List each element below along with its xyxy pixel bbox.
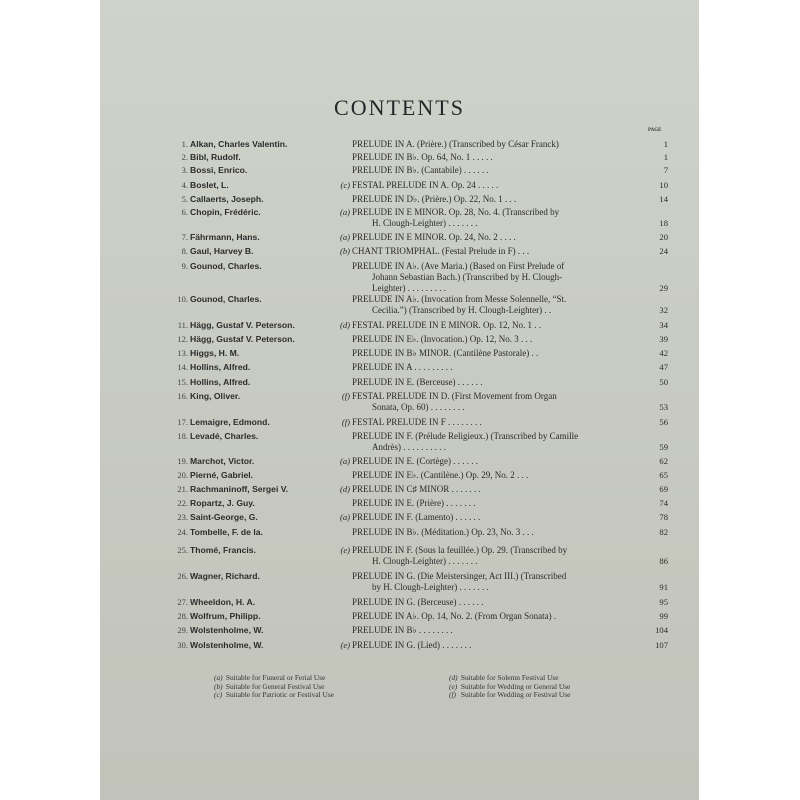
entry-composer: Hägg, Gustaf V. Peterson. <box>190 320 295 330</box>
entry-composer: Callaerts, Joseph. <box>190 194 264 204</box>
entry-usage-mark: (a) <box>339 207 350 217</box>
entry-composer: Rachmaninoff, Sergei V. <box>190 484 289 494</box>
entry-usage-mark: (e) <box>340 640 350 650</box>
entry-page-number: 99 <box>659 611 668 621</box>
entry-usage-mark: (b) <box>339 246 350 256</box>
entry-composer: Ropartz, J. Guy. <box>190 498 255 508</box>
entry-work-line: CHANT TRIOMPHAL. (Festal Prelude in F) . . . <box>352 246 530 256</box>
entry-composer: Alkan, Charles Valentin. <box>190 139 288 149</box>
entry-number: 6. <box>181 207 188 217</box>
entry-composer: Bibl, Rudolf. <box>190 152 241 162</box>
legend-text: Suitable for Patriotic or Festival Use <box>225 690 335 699</box>
entry-page-number: 69 <box>659 484 668 494</box>
entry-number: 15. <box>177 377 188 387</box>
entry-work-title <box>352 545 634 567</box>
entry-composer: Wolstenholme, W. <box>190 625 264 635</box>
entry-work-title <box>352 611 634 622</box>
entry-work-title <box>352 334 634 345</box>
entry-composer: Fährmann, Hans. <box>190 232 260 242</box>
entry-work-line: PRELUDE IN A♭. (Ave Maria.) (Based on First Prelude of <box>352 261 565 271</box>
entry-work-line: PRELUDE IN E. (Prière) . . . . . . . <box>352 498 476 508</box>
entry-page-number: 53 <box>659 402 668 412</box>
entry-page-number: 24 <box>659 246 668 256</box>
entry-work-title <box>352 152 634 163</box>
entry-composer: Wheeldon, H. A. <box>190 597 256 607</box>
entry-work-title <box>352 261 634 294</box>
entry-work-title <box>352 512 634 523</box>
entry-page-number: 104 <box>655 625 668 635</box>
entry-work-line: H. Clough-Leighter) . . . . . . . <box>372 556 478 566</box>
entry-work-title <box>352 571 634 593</box>
entry-page-number: 47 <box>659 362 668 372</box>
entry-work-line: PRELUDE IN F. (Lamento) . . . . . . <box>352 512 481 522</box>
entry-work-line: PRELUDE IN B♭. (Méditation.) Op. 23, No. 3 . . . <box>352 527 534 537</box>
entry-work-title <box>352 456 634 467</box>
entry-composer: Hollins, Alfred. <box>190 362 251 372</box>
entry-work-title <box>352 527 634 538</box>
legend-left <box>214 674 334 700</box>
legend-item <box>449 691 570 700</box>
entry-usage-mark: (d) <box>339 320 350 330</box>
entry-work-title <box>352 484 634 495</box>
entry-work-line: PRELUDE IN A . . . . . . . . . <box>352 362 453 372</box>
entry-usage-mark: (e) <box>340 545 350 555</box>
entry-usage-mark: (a) <box>339 456 350 466</box>
entry-composer: Bossi, Enrico. <box>190 165 248 175</box>
entry-usage-mark: (a) <box>339 232 350 242</box>
entry-number: 22. <box>177 498 188 508</box>
entry-number: 13. <box>177 348 188 358</box>
document-page <box>100 0 699 800</box>
entry-work-line: PRELUDE IN C♯ MINOR . . . . . . . <box>352 484 481 494</box>
entry-work-line: Cecilia.”) (Transcribed by H. Clough-Leighter) . . <box>372 305 552 315</box>
entry-usage-mark: (d) <box>339 484 350 494</box>
entry-work-line: FESTAL PRELUDE IN E MINOR. Op. 12, No. 1 . . <box>352 320 541 330</box>
entry-work-title <box>352 139 634 150</box>
entry-number: 28. <box>177 611 188 621</box>
entry-number: 19. <box>177 456 188 466</box>
entry-work-title <box>352 246 634 257</box>
entry-work-line: PRELUDE IN A♭. Op. 14, No. 2. (From Organ Sonata) . <box>352 611 557 621</box>
entry-number: 20. <box>177 470 188 480</box>
entry-work-line: PRELUDE IN B♭. Op. 64, No. 1 . . . . . <box>352 152 493 162</box>
entry-work-line: H. Clough-Leighter) . . . . . . . <box>372 218 478 228</box>
entry-work-line: PRELUDE IN E MINOR. Op. 24, No. 2 . . . . <box>352 232 516 242</box>
entry-page-number: 74 <box>659 498 668 508</box>
entry-usage-mark: (a) <box>339 512 350 522</box>
entry-work-line: PRELUDE IN E. (Cortège) . . . . . . <box>352 456 478 466</box>
entry-work-line: PRELUDE IN E MINOR. Op. 28, No. 4. (Transcribed by <box>352 207 560 217</box>
legend-text: Suitable for Wedding or General Use <box>460 681 571 691</box>
entry-page-number: 42 <box>659 348 668 358</box>
entry-composer: Higgs, H. M. <box>190 348 240 358</box>
entry-composer: Thomé, Francis. <box>190 545 256 555</box>
legend-text: Suitable for Wedding or Festival Use <box>460 690 571 699</box>
entry-work-title <box>352 431 634 453</box>
entry-number: 9. <box>181 261 188 271</box>
entry-composer: Wagner, Richard. <box>190 571 260 581</box>
entry-usage-mark: (f) <box>341 391 350 401</box>
entry-page-number: 91 <box>659 582 668 592</box>
entry-usage-mark: (c) <box>340 180 350 190</box>
entry-work-line: Andrès) . . . . . . . . . . <box>372 442 446 452</box>
entry-work-line: Leighter) . . . . . . . . . <box>372 283 446 293</box>
entry-number: 24. <box>177 527 188 537</box>
entry-page-number: 82 <box>659 527 668 537</box>
legend-key: (f) <box>449 690 456 699</box>
legend-right <box>449 674 570 700</box>
entry-composer: Wolfrum, Philipp. <box>190 611 261 621</box>
entry-work-title <box>352 640 634 651</box>
legend-key: (d) <box>449 673 458 682</box>
entry-number: 14. <box>177 362 188 372</box>
entry-page-number: 1 <box>663 152 668 162</box>
entry-page-number: 1 <box>663 139 668 149</box>
entry-number: 2. <box>181 152 188 162</box>
entry-work-line: PRELUDE IN F. (Prélude Religieux.) (Transcribed by Camille <box>352 431 579 441</box>
entry-work-title <box>352 470 634 481</box>
legend-key: (a) <box>214 673 223 682</box>
entry-page-number: 65 <box>659 470 668 480</box>
entry-work-title <box>352 294 634 316</box>
entry-composer: Wolstenholme, W. <box>190 640 264 650</box>
legend-key: (e) <box>449 681 458 691</box>
entry-page-number: 32 <box>659 305 668 315</box>
entry-composer: Tombelle, F. de la. <box>190 527 263 537</box>
legend-text: Suitable for Funeral or Ferial Use <box>225 673 326 682</box>
entry-number: 26. <box>177 571 188 581</box>
entry-number: 27. <box>177 597 188 607</box>
entry-work-line: PRELUDE IN E. (Berceuse) . . . . . . <box>352 377 483 387</box>
entry-page-number: 107 <box>655 640 668 650</box>
entry-page-number: 34 <box>659 320 668 330</box>
entry-work-title <box>352 180 634 191</box>
entry-number: 25. <box>177 545 188 555</box>
entry-composer: Saint-George, G. <box>190 512 258 522</box>
entry-composer: Hollins, Alfred. <box>190 377 251 387</box>
entry-page-number: 86 <box>659 556 668 566</box>
entry-composer: Marchot, Victor. <box>190 456 255 466</box>
legend-item <box>214 691 334 700</box>
entry-work-line: PRELUDE IN B♭. (Cantabile) . . . . . . <box>352 165 489 175</box>
entry-page-number: 62 <box>659 456 668 466</box>
entry-work-line: PRELUDE IN B♭ MINOR. (Cantilène Pastorale) . . <box>352 348 539 358</box>
entry-work-line: FESTAL PRELUDE IN A. Op. 24 . . . . . <box>352 180 499 190</box>
entry-work-title <box>352 320 634 331</box>
entry-page-number: 7 <box>663 165 668 175</box>
entry-composer: Gaul, Harvey B. <box>190 246 254 256</box>
entry-work-title <box>352 597 634 608</box>
entry-work-line: PRELUDE IN A♭. (Invocation from Messe Solennelle, “St. <box>352 294 567 304</box>
entry-number: 3. <box>181 165 188 175</box>
entry-work-line: PRELUDE IN F. (Sous la feuillée.) Op. 29. (Transcribed by <box>352 545 568 555</box>
entry-work-line: PRELUDE IN G. (Die Meistersinger, Act III.) (Transcribed <box>352 571 567 581</box>
entry-composer: Gounod, Charles. <box>190 261 262 271</box>
entry-number: 7. <box>181 232 188 242</box>
entry-work-title <box>352 232 634 243</box>
entry-page-number: 56 <box>659 417 668 427</box>
entry-work-line: PRELUDE IN G. (Lied) . . . . . . . <box>352 640 472 650</box>
entry-work-line: PRELUDE IN D♭. (Prière.) Op. 22, No. 1 . . . <box>352 194 517 204</box>
entry-number: 1. <box>181 139 188 149</box>
entry-page-number: 59 <box>659 442 668 452</box>
entry-composer: King, Oliver. <box>190 391 241 401</box>
legend-key: (b) <box>214 681 223 691</box>
entry-page-number: 10 <box>659 180 668 190</box>
entry-work-title <box>352 362 634 373</box>
entry-work-line: by H. Clough-Leighter) . . . . . . . <box>372 582 489 592</box>
entry-work-line: PRELUDE IN A. (Prière.) (Transcribed by César Franck) <box>352 139 559 149</box>
entry-number: 12. <box>177 334 188 344</box>
entry-composer: Levadé, Charles. <box>190 431 259 441</box>
entry-work-title <box>352 207 634 229</box>
entry-work-title <box>352 498 634 509</box>
entry-number: 17. <box>177 417 188 427</box>
entry-work-line: PRELUDE IN B♭ . . . . . . . . <box>352 625 453 635</box>
entry-work-title <box>352 165 634 176</box>
entry-work-line: PRELUDE IN G. (Berceuse) . . . . . . <box>352 597 484 607</box>
entry-number: 5. <box>181 194 188 204</box>
entry-page-number: 50 <box>659 377 668 387</box>
entry-work-title <box>352 391 634 413</box>
legend-text: Suitable for Solemn Festival Use <box>460 673 559 682</box>
entry-usage-mark: (f) <box>341 417 350 427</box>
entry-page-number: 95 <box>659 597 668 607</box>
entry-work-title <box>352 417 634 428</box>
entry-composer: Pierné, Gabriel. <box>190 470 254 480</box>
entry-page-number: 20 <box>659 232 668 242</box>
entry-page-number: 29 <box>659 283 668 293</box>
entry-number: 10. <box>177 294 188 304</box>
entry-number: 11. <box>177 320 188 330</box>
entry-number: 18. <box>177 431 188 441</box>
legend-key: (c) <box>214 690 223 699</box>
entry-composer: Boslet, L. <box>190 180 229 190</box>
entry-page-number: 39 <box>659 334 668 344</box>
entry-work-line: PRELUDE IN E♭. (Cantilène.) Op. 29, No. 2 . . . <box>352 470 529 480</box>
entry-number: 29. <box>177 625 188 635</box>
entry-work-line: PRELUDE IN E♭. (Invocation.) Op. 12, No. 3 . . . <box>352 334 533 344</box>
entry-number: 21. <box>177 484 188 494</box>
entry-page-number: 78 <box>659 512 668 522</box>
entry-number: 23. <box>177 512 188 522</box>
entry-work-title <box>352 348 634 359</box>
entry-number: 16. <box>177 391 188 401</box>
entry-work-line: Sonata, Op. 60) . . . . . . . . <box>372 402 465 412</box>
entry-page-number: 18 <box>659 218 668 228</box>
entry-composer: Hägg, Gustaf V. Peterson. <box>190 334 295 344</box>
entry-work-line: Johann Sebastian Bach.) (Transcribed by H. Clough- <box>372 272 563 282</box>
page-title: CONTENTS <box>334 95 465 120</box>
legend-text: Suitable for General Festival Use <box>225 681 325 691</box>
entry-page-number: 14 <box>659 194 668 204</box>
entry-work-line: FESTAL PRELUDE IN D. (First Movement from Organ <box>352 391 557 401</box>
entry-work-title <box>352 377 634 388</box>
entry-composer: Gounod, Charles. <box>190 294 262 304</box>
entry-work-title <box>352 194 634 205</box>
entry-number: 30. <box>177 640 188 650</box>
entry-work-line: FESTAL PRELUDE IN F . . . . . . . . <box>352 417 482 427</box>
entry-composer: Chopin, Frédéric. <box>190 207 261 217</box>
entry-number: 4. <box>181 180 188 190</box>
page-column-label: PAGE <box>648 128 662 133</box>
entry-composer: Lemaigre, Edmond. <box>190 417 270 427</box>
entry-work-title <box>352 625 634 636</box>
entry-number: 8. <box>181 246 188 256</box>
